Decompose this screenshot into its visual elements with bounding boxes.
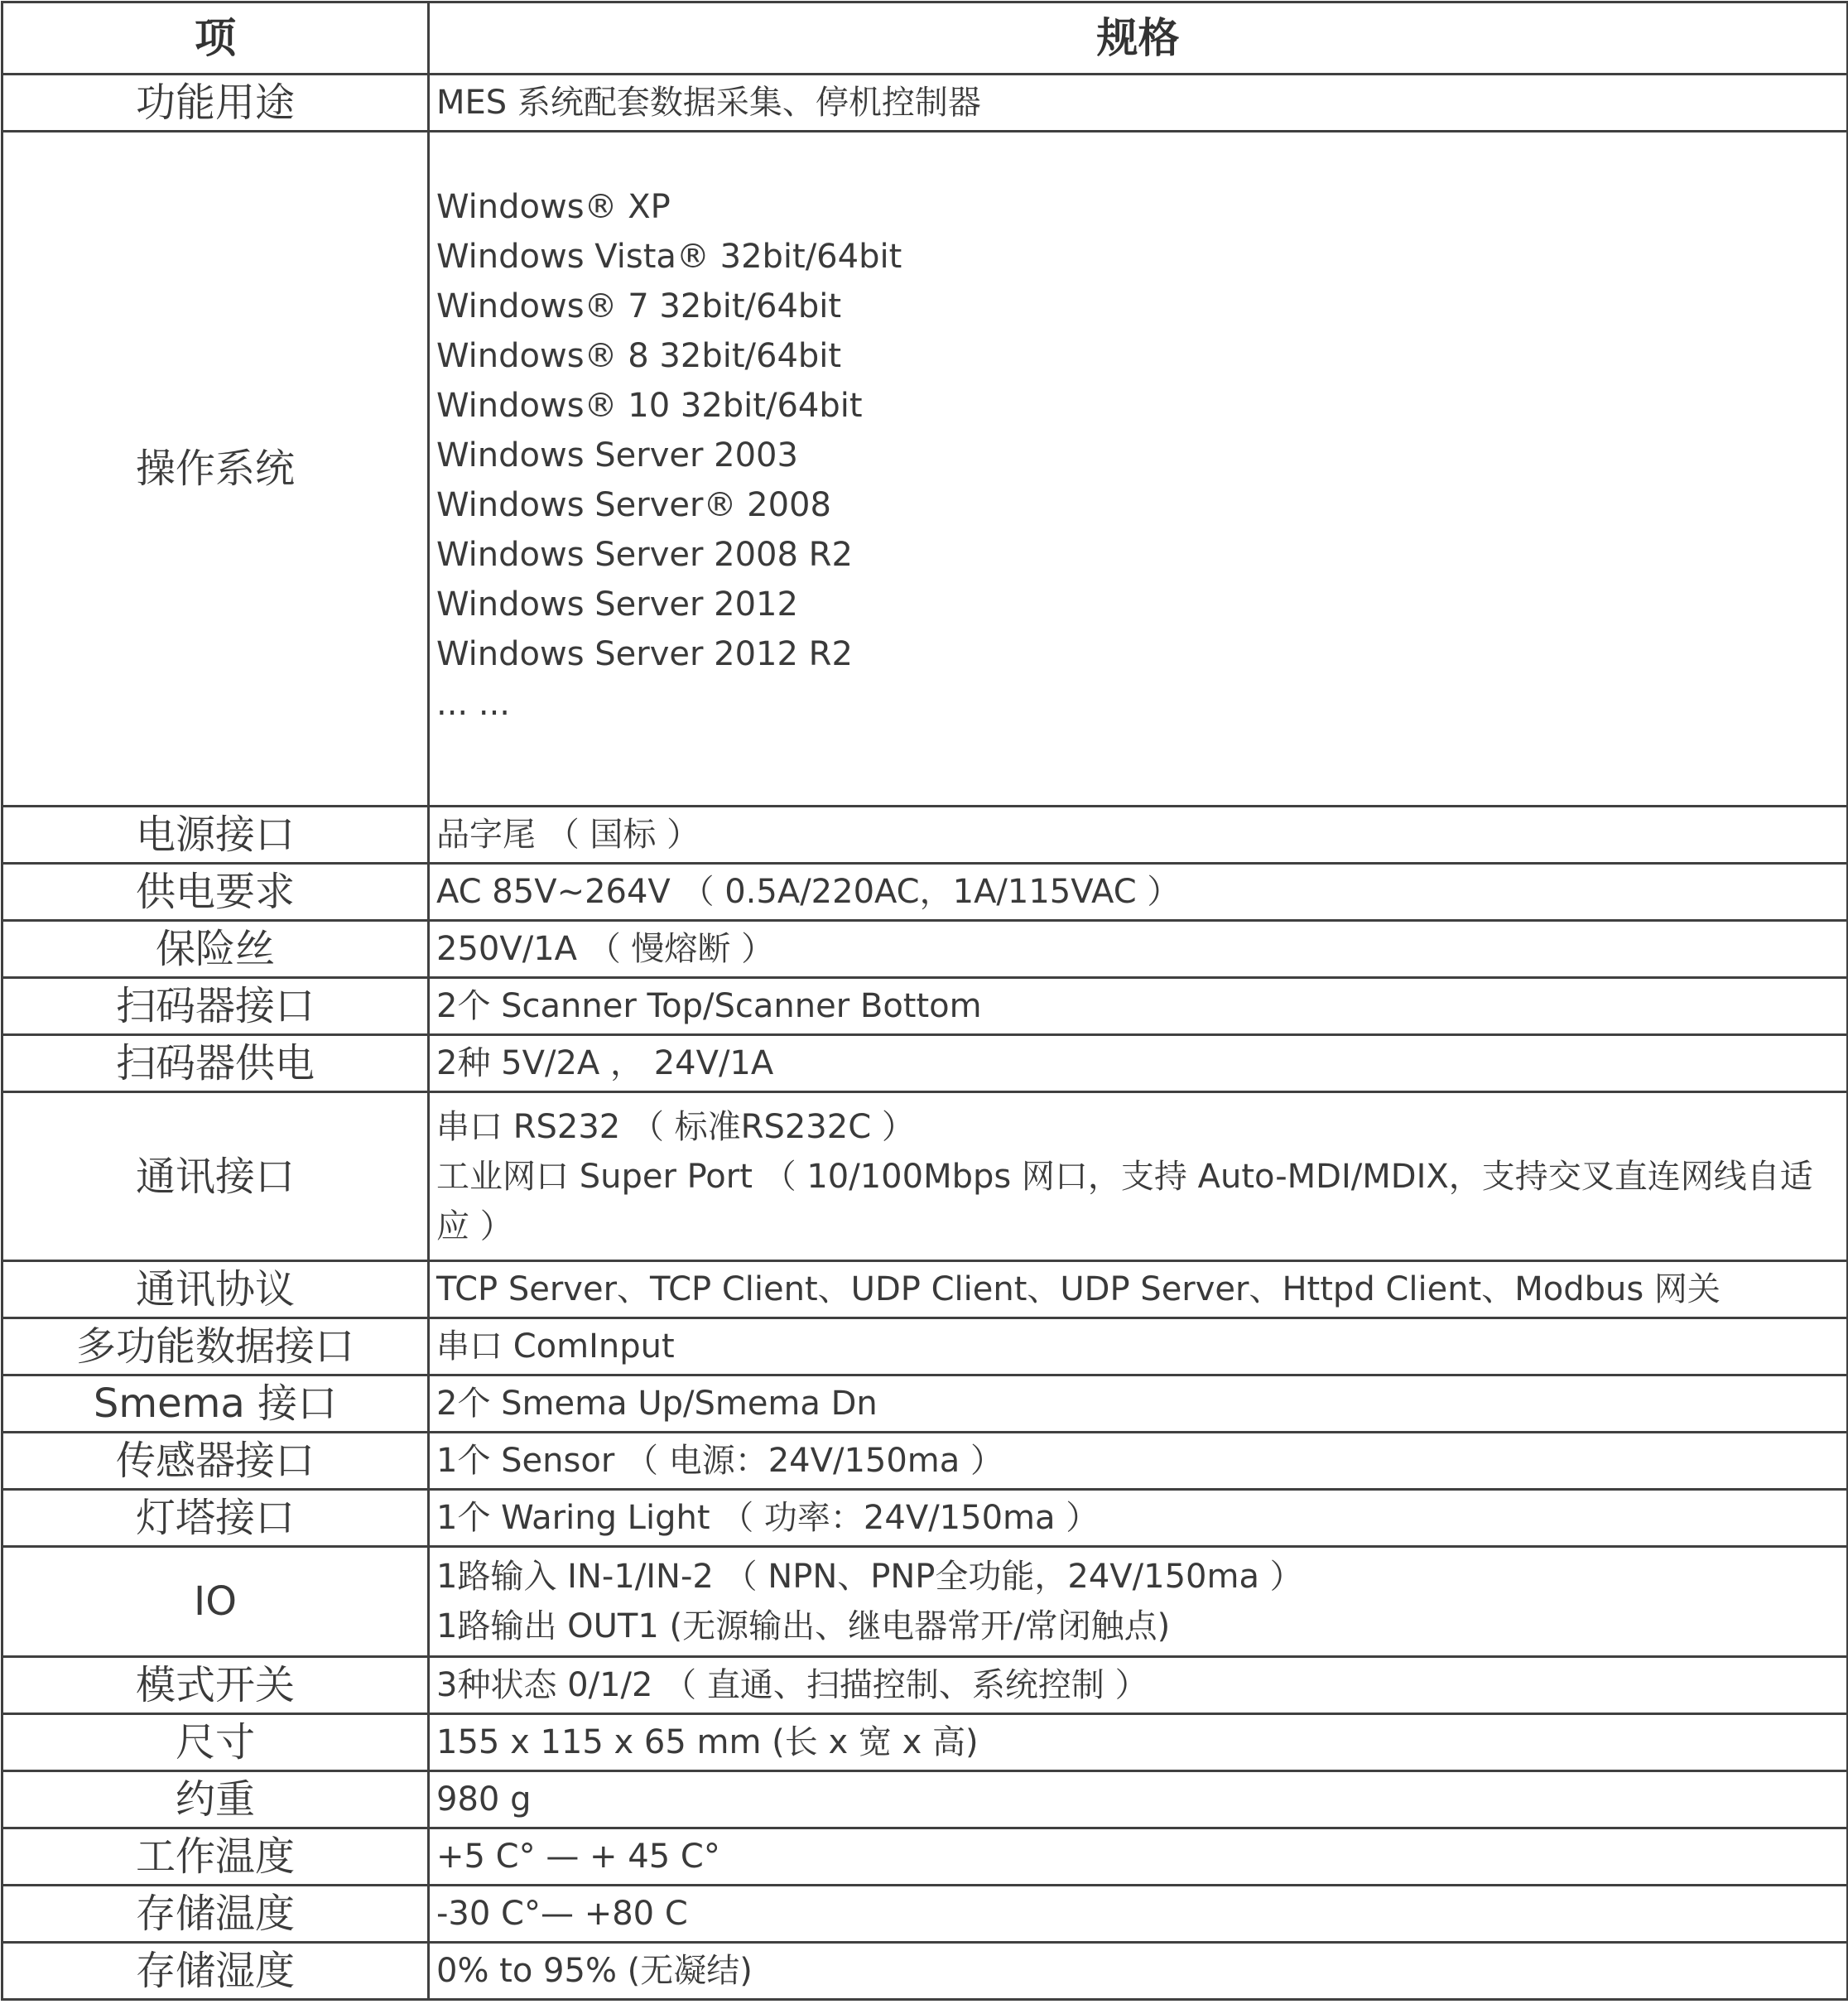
item-cell: 约重	[2, 1771, 429, 1828]
spec-cell	[429, 1433, 1848, 1490]
spec-line: 1路输出 OUT1 (无源输出、继电器常开/常闭触点)	[436, 1607, 1171, 1645]
spec-line: Windows Server 2012 R2	[436, 635, 853, 673]
spec-line: +5 C° — + 45 C°	[436, 1838, 720, 1876]
spec-line: ... ...	[436, 685, 511, 723]
spec-cell	[429, 1943, 1848, 2000]
spec-line: Windows Vista® 32bit/64bit	[436, 238, 902, 276]
spec-line: Windows Server® 2008	[436, 486, 831, 524]
item-cell: 多功能数据接口	[2, 1318, 429, 1375]
table-row	[2, 1886, 1848, 1943]
table-row	[2, 1828, 1848, 1886]
table-row	[2, 1657, 1848, 1714]
spec-cell	[429, 1261, 1848, 1318]
table-row	[2, 921, 1848, 978]
spec-cell	[429, 921, 1848, 978]
table-row	[2, 1547, 1848, 1657]
spec-line: Windows Server 2003	[436, 436, 798, 475]
item-cell: 传感器接口	[2, 1433, 429, 1490]
item-cell: Smema 接口	[2, 1375, 429, 1433]
table-row	[2, 75, 1848, 132]
item-cell: 存储湿度	[2, 1943, 429, 2000]
table-row	[2, 1943, 1848, 2000]
spec-line: 1路输入 IN-1/IN-2 （ NPN、PNP全功能，24V/150ma ）	[436, 1558, 1303, 1596]
table-row	[2, 1714, 1848, 1771]
table-row	[2, 1092, 1848, 1261]
item-cell: 存储温度	[2, 1886, 429, 1943]
item-cell: 电源接口	[2, 807, 429, 864]
spec-cell	[429, 75, 1848, 132]
spec-cell	[429, 1547, 1848, 1657]
item-cell: IO	[2, 1547, 429, 1657]
table-row	[2, 1433, 1848, 1490]
spec-cell	[429, 1490, 1848, 1547]
item-cell: 扫码器供电	[2, 1035, 429, 1092]
spec-line: 1个 Sensor （ 电源：24V/150ma ）	[436, 1442, 1003, 1480]
table-row	[2, 978, 1848, 1035]
item-cell: 通讯接口	[2, 1092, 429, 1261]
item-cell: 扫码器接口	[2, 978, 429, 1035]
table-row	[2, 1375, 1848, 1433]
spec-table	[1, 1, 1848, 2001]
spec-cell	[429, 1035, 1848, 1092]
item-cell: 供电要求	[2, 864, 429, 921]
item-cell: 灯塔接口	[2, 1490, 429, 1547]
spec-line: 工业网口 Super Port （ 10/100Mbps 网口，支持 Auto-MDI/MDIX，支持交叉直连网线自适应 ）	[436, 1157, 1813, 1245]
item-cell: 工作温度	[2, 1828, 429, 1886]
spec-line: 980 g	[436, 1780, 532, 1819]
spec-line: MES 系统配套数据采集、停机控制器	[436, 84, 981, 122]
spec-line: Windows® 8 32bit/64bit	[436, 337, 842, 375]
spec-cell	[429, 1886, 1848, 1943]
spec-line: AC 85V~264V （ 0.5A/220AC，1A/115VAC ）	[436, 873, 1181, 911]
header-spec: 规格	[429, 2, 1848, 75]
spec-line: 155 x 115 x 65 mm (长 x 宽 x 高)	[436, 1723, 979, 1761]
spec-cell	[429, 1092, 1848, 1261]
spec-line: Windows® 7 32bit/64bit	[436, 287, 842, 325]
item-cell: 模式开关	[2, 1657, 429, 1714]
spec-cell	[429, 1318, 1848, 1375]
item-cell: 保险丝	[2, 921, 429, 978]
spec-line: 2个 Scanner Top/Scanner Bottom	[436, 987, 982, 1025]
spec-cell	[429, 1375, 1848, 1433]
spec-cell	[429, 1657, 1848, 1714]
header-row	[2, 2, 1848, 75]
spec-line: 串口 RS232 （ 标准RS232C ）	[436, 1107, 915, 1146]
table-row	[2, 864, 1848, 921]
spec-cell	[429, 1828, 1848, 1886]
item-cell: 尺寸	[2, 1714, 429, 1771]
header-item: 项	[2, 2, 429, 75]
spec-line: 250V/1A （ 慢熔断 ）	[436, 930, 775, 968]
table-row	[2, 1261, 1848, 1318]
item-cell: 功能用途	[2, 75, 429, 132]
table-row	[2, 1318, 1848, 1375]
spec-cell	[429, 132, 1848, 807]
spec-line: Windows Server 2012	[436, 585, 798, 624]
spec-line: 品字尾 （ 国标 ）	[436, 816, 700, 854]
spec-cell	[429, 978, 1848, 1035]
table-row	[2, 1035, 1848, 1092]
spec-line: 2种 5V/2A ， 24V/1A	[436, 1044, 774, 1082]
spec-cell	[429, 1714, 1848, 1771]
spec-cell	[429, 807, 1848, 864]
spec-line: 1个 Waring Light （ 功率：24V/150ma ）	[436, 1499, 1100, 1537]
table-row	[2, 807, 1848, 864]
spec-line: Windows® 10 32bit/64bit	[436, 387, 863, 425]
spec-line: 3种状态 0/1/2 （ 直通、扫描控制、系统控制 ）	[436, 1666, 1148, 1704]
item-cell: 通讯协议	[2, 1261, 429, 1318]
spec-line: Windows® XP	[436, 188, 671, 226]
spec-line: 0% to 95% (无凝结)	[436, 1952, 753, 1990]
spec-cell	[429, 1771, 1848, 1828]
spec-line: Windows Server 2008 R2	[436, 536, 853, 574]
spec-cell	[429, 864, 1848, 921]
spec-line: TCP Server、TCP Client、UDP Client、UDP Server、Httpd Client、Modbus 网关	[436, 1270, 1720, 1308]
table-row	[2, 132, 1848, 807]
table-row	[2, 1490, 1848, 1547]
spec-line: 串口 ComInput	[436, 1327, 675, 1366]
spec-line: 2个 Smema Up/Smema Dn	[436, 1385, 878, 1423]
spec-line: -30 C°— +80 C	[436, 1895, 688, 1933]
table-row	[2, 1771, 1848, 1828]
item-cell: 操作系统	[2, 132, 429, 807]
